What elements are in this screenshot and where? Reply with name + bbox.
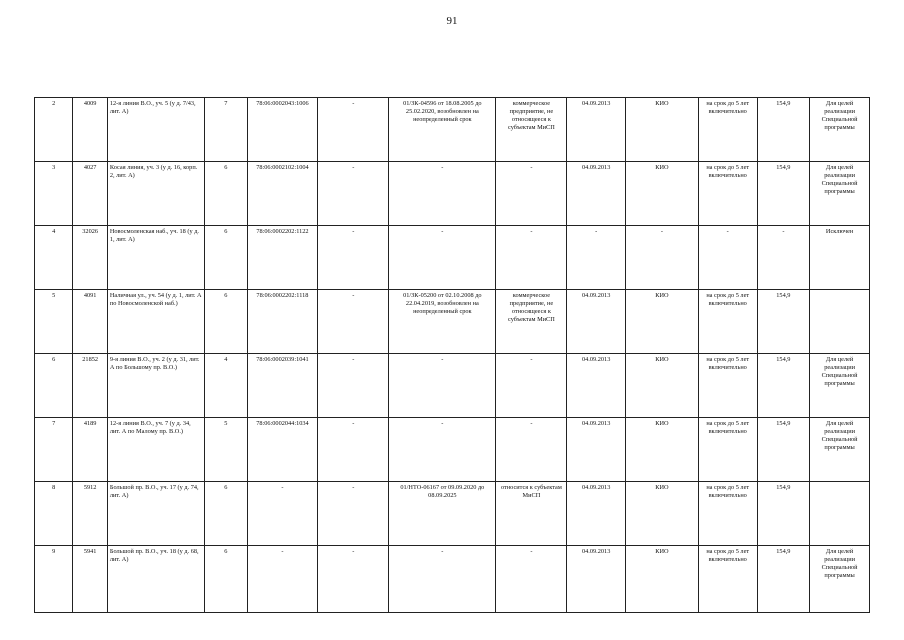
cell-tenant-category: - — [496, 354, 567, 418]
cell-tenant-category: - — [496, 162, 567, 226]
cell-price: 154,9 — [757, 162, 810, 226]
cell-price: 154,9 — [757, 546, 810, 613]
cell-purpose: Исключен — [810, 226, 870, 290]
cell-object-id: 4027 — [73, 162, 107, 226]
cell-column-6: - — [318, 482, 389, 546]
table-row — [35, 354, 870, 418]
cell-contract: 01/ЗК-04596 от 18.08.2005 до 25.02.2020, возобновлен на неопределенный срок — [389, 98, 496, 162]
placement-register-table — [34, 97, 870, 613]
cell-purpose: Для целей реализации Специальной программы — [810, 162, 870, 226]
cell-purpose: Для целей реализации Специальной программы — [810, 354, 870, 418]
cell-tenant-category: - — [496, 546, 567, 613]
cell-term: на срок до 5 лет включительно — [698, 546, 757, 613]
cell-contract: - — [389, 354, 496, 418]
cell-term: на срок до 5 лет включительно — [698, 98, 757, 162]
cell-authority: КИО — [626, 546, 699, 613]
table-row — [35, 226, 870, 290]
cell-row-number: 7 — [35, 418, 73, 482]
cell-tenant-category: - — [496, 418, 567, 482]
table-row — [35, 98, 870, 162]
cell-tenant-category: относится к субъектам МиСП — [496, 482, 567, 546]
table-row — [35, 418, 870, 482]
cell-date: 04.09.2013 — [567, 546, 626, 613]
cell-cadastral-number: 78:06:0002043:1006 — [247, 98, 318, 162]
cell-row-number: 5 — [35, 290, 73, 354]
cell-object-id: 32026 — [73, 226, 107, 290]
cell-cadastral-number: 78:06:0002202:1122 — [247, 226, 318, 290]
table-row — [35, 290, 870, 354]
cell-contract: - — [389, 546, 496, 613]
cell-authority: КИО — [626, 418, 699, 482]
cell-tenant-category: коммерческое предприятие, не относящееся к субъектам МиСП — [496, 98, 567, 162]
cell-contract: 01/ЗК-05200 от 02.10.2008 до 22.04.2019, возобновлен на неопределенный срок — [389, 290, 496, 354]
cell-price: 154,9 — [757, 482, 810, 546]
cell-purpose — [810, 290, 870, 354]
cell-date: 04.09.2013 — [567, 162, 626, 226]
cell-purpose: Для целей реализации Специальной программы — [810, 418, 870, 482]
cell-row-number: 2 — [35, 98, 73, 162]
cell-cadastral-number: 78:06:0002202:1118 — [247, 290, 318, 354]
cell-object-id: 4091 — [73, 290, 107, 354]
cell-area: 5 — [205, 418, 248, 482]
cell-column-6: - — [318, 162, 389, 226]
table-row — [35, 482, 870, 546]
cell-contract: - — [389, 226, 496, 290]
cell-address: Новосмоленская наб., уч. 18 (у д. 1, лит. А) — [107, 226, 204, 290]
cell-address: 12-я линия В.О., уч. 7 (у д. 34, лит. А по Малому пр. В.О.) — [107, 418, 204, 482]
cell-object-id: 21852 — [73, 354, 107, 418]
cell-object-id: 4009 — [73, 98, 107, 162]
cell-address: Косая линия, уч. 3 (у д. 16, корп. 2, лит. А) — [107, 162, 204, 226]
cell-date: 04.09.2013 — [567, 290, 626, 354]
table-row — [35, 546, 870, 613]
cell-column-6: - — [318, 290, 389, 354]
cell-row-number: 8 — [35, 482, 73, 546]
cell-contract: 01/НТО-06167 от 09.09.2020 до 08.09.2025 — [389, 482, 496, 546]
cell-column-6: - — [318, 418, 389, 482]
cell-term: на срок до 5 лет включительно — [698, 482, 757, 546]
cell-tenant-category: коммерческое предприятие, не относящееся к субъектам МиСП — [496, 290, 567, 354]
cell-column-6: - — [318, 98, 389, 162]
cell-address: 12-я линия В.О., уч. 5 (у д. 7/43, лит. А) — [107, 98, 204, 162]
cell-term: на срок до 5 лет включительно — [698, 418, 757, 482]
cell-object-id: 5941 — [73, 546, 107, 613]
cell-address: Большой пр. В.О., уч. 18 (у д. 68, лит. А) — [107, 546, 204, 613]
cell-authority: КИО — [626, 354, 699, 418]
cell-area: 6 — [205, 482, 248, 546]
cell-object-id: 5912 — [73, 482, 107, 546]
cell-cadastral-number: - — [247, 482, 318, 546]
cell-column-6: - — [318, 546, 389, 613]
cell-date: 04.09.2013 — [567, 418, 626, 482]
cell-row-number: 4 — [35, 226, 73, 290]
cell-date: 04.09.2013 — [567, 354, 626, 418]
cell-cadastral-number: - — [247, 546, 318, 613]
cell-area: 4 — [205, 354, 248, 418]
cell-authority: - — [626, 226, 699, 290]
cell-area: 6 — [205, 162, 248, 226]
cell-contract: - — [389, 418, 496, 482]
cell-purpose — [810, 482, 870, 546]
cell-row-number: 6 — [35, 354, 73, 418]
cell-area: 6 — [205, 546, 248, 613]
table-row — [35, 162, 870, 226]
cell-area: 6 — [205, 290, 248, 354]
cell-column-6: - — [318, 354, 389, 418]
cell-row-number: 9 — [35, 546, 73, 613]
cell-authority: КИО — [626, 162, 699, 226]
cell-object-id: 4189 — [73, 418, 107, 482]
cell-price: 154,9 — [757, 354, 810, 418]
cell-date: - — [567, 226, 626, 290]
page-number: 91 — [446, 15, 458, 27]
cell-address: 9-я линия В.О., уч. 2 (у д. 31, лит. А по Большому пр. В.О.) — [107, 354, 204, 418]
cell-authority: КИО — [626, 98, 699, 162]
cell-area: 6 — [205, 226, 248, 290]
cell-cadastral-number: 78:06:0002039:1041 — [247, 354, 318, 418]
cell-authority: КИО — [626, 482, 699, 546]
cell-address: Большой пр. В.О., уч. 17 (у д. 74, лит. А) — [107, 482, 204, 546]
cell-row-number: 3 — [35, 162, 73, 226]
cell-cadastral-number: 78:06:0002102:1004 — [247, 162, 318, 226]
cell-price: 154,9 — [757, 290, 810, 354]
cell-purpose: Для целей реализации Специальной программы — [810, 546, 870, 613]
cell-area: 7 — [205, 98, 248, 162]
cell-price: 154,9 — [757, 98, 810, 162]
cell-term: на срок до 5 лет включительно — [698, 162, 757, 226]
cell-date: 04.09.2013 — [567, 482, 626, 546]
cell-cadastral-number: 78:06:0002044:1034 — [247, 418, 318, 482]
cell-term: на срок до 5 лет включительно — [698, 354, 757, 418]
cell-contract: - — [389, 162, 496, 226]
cell-price: - — [757, 226, 810, 290]
cell-purpose: Для целей реализации Специальной программы — [810, 98, 870, 162]
cell-date: 04.09.2013 — [567, 98, 626, 162]
cell-term: на срок до 5 лет включительно — [698, 290, 757, 354]
cell-column-6: - — [318, 226, 389, 290]
cell-authority: КИО — [626, 290, 699, 354]
cell-address: Наличная ул., уч. 54 (у д. 1, лит. А по Новосмоленской наб.) — [107, 290, 204, 354]
cell-price: 154,9 — [757, 418, 810, 482]
cell-tenant-category: - — [496, 226, 567, 290]
cell-term: - — [698, 226, 757, 290]
